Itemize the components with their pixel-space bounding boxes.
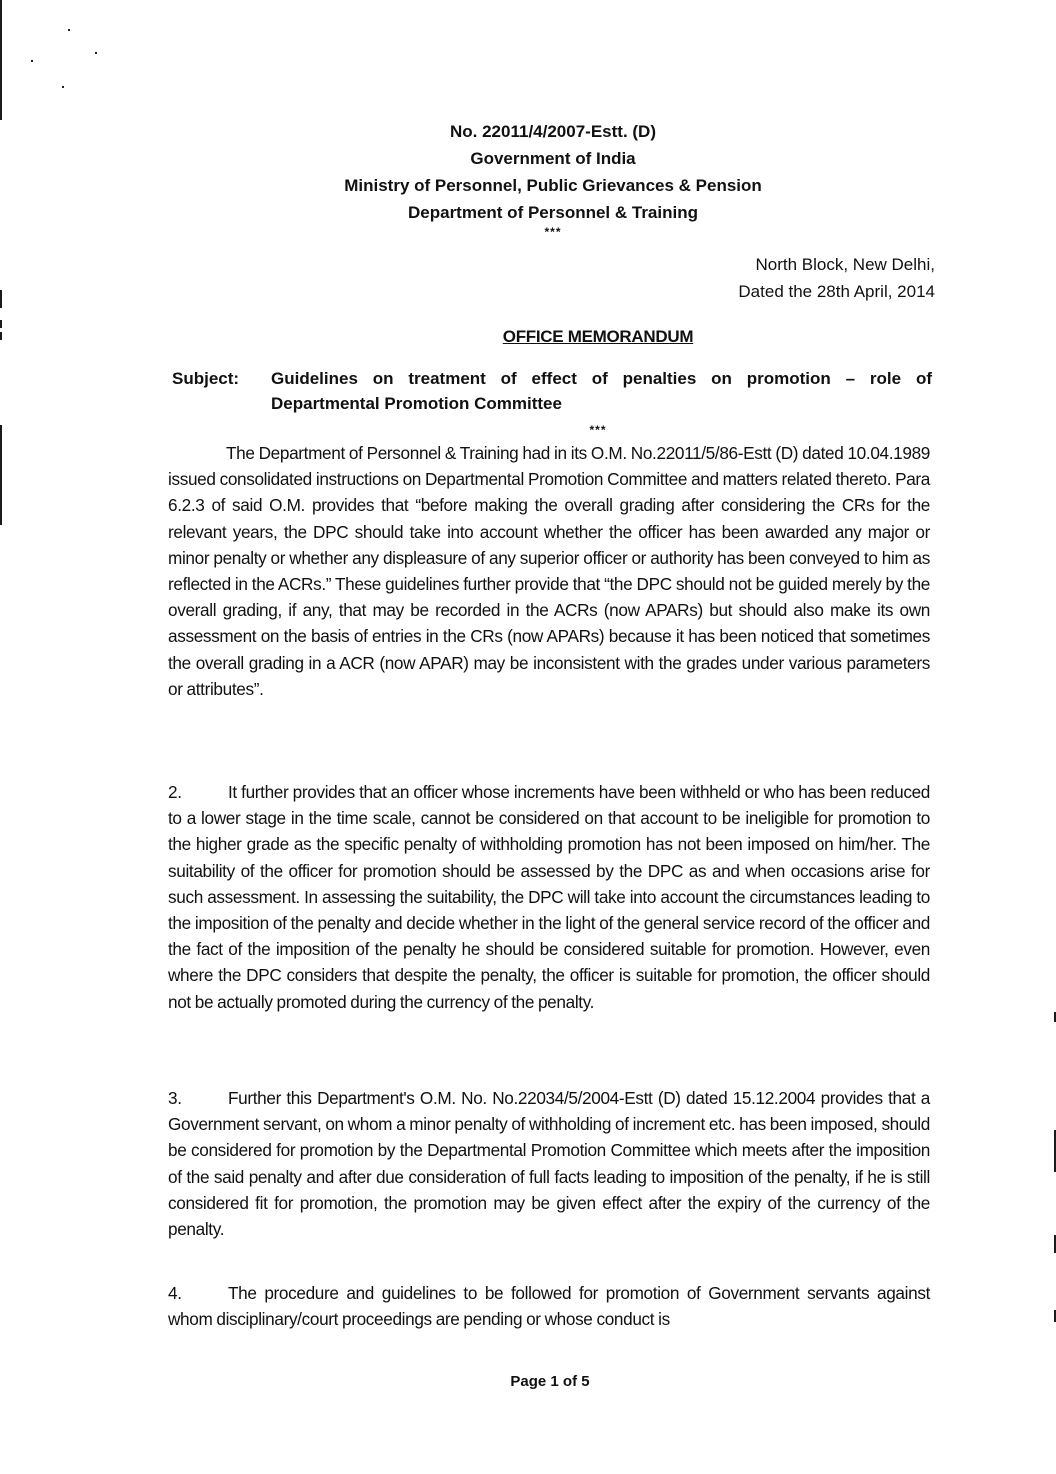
paragraph-number: 2.: [168, 782, 182, 802]
paragraph-text: The procedure and guidelines to be followed for promotion of Government servants against whom disciplinary/court proceedings are pending or whose conduct is: [168, 1283, 930, 1330]
scan-edge-line: [0, 290, 2, 308]
place-date-block: [738, 251, 935, 305]
scan-speck: [31, 60, 33, 62]
department-name: Department of Personnel & Training: [408, 203, 698, 222]
government-name: Government of India: [470, 149, 636, 168]
paragraph-number: 4.: [168, 1283, 182, 1303]
scan-edge-line: [0, 425, 2, 525]
subject-label: Subject:: [172, 369, 240, 388]
page-number: Page 1 of 5: [510, 1373, 590, 1390]
paragraph-2: [168, 779, 930, 1015]
date: Dated the 28th April, 2014: [738, 282, 935, 301]
subject-block: [172, 366, 932, 416]
scan-edge-line: [0, 0, 2, 120]
header-separator: ***: [544, 225, 562, 239]
subject-separator: ***: [589, 423, 607, 437]
paragraph-1: [168, 440, 930, 702]
paragraph-text: The Department of Personnel & Training had in its O.M. No.22011/5/86-Estt (D) dated 10.04.1989 issued consolidated instructions on Departmental Promotion Committee and matters related thereto. Para 6.2.3 of said O.M. provides that “before making the overall grading after considering the CRs for the relevant years, the DPC should take into account whether the officer has been awarded any major or minor penalty or whether any displeasure of any superior officer or authority has been conveyed to him as reflected in the ACRs.” These guidelines further provide that “the DPC should not be guided merely by the overall grading, if any, that may be recorded in the ACRs (now APARs) but should also make its own assessment on the basis of entries in the CRs (now APARs) because it has been noticed that sometimes the overall grading in a ACR (now APAR) may be inconsistent with the grades under various parameters or attributes”.: [168, 443, 930, 699]
paragraph-4: [168, 1280, 930, 1332]
paragraph-3: [168, 1085, 930, 1242]
file-number: No. 22011/4/2007-Estt. (D): [450, 122, 656, 141]
ministry-name: Ministry of Personnel, Public Grievances & Pension: [344, 176, 762, 195]
letterhead: [0, 118, 1056, 238]
paragraph-text: It further provides that an officer whose increments have been withheld or who has been reduced to a lower stage in the time scale, cannot be considered on that account to be ineligible for promotion to the higher grade as the specific penalty of withholding promotion has not been imposed on him/her. The suitability of the officer for promotion should be assessed by the DPC as and when occasions arise for such assessment. In assessing the suitability, the DPC will take into account the circumstances leading to the imposition of the penalty and decide whether in the light of the general service record of the officer and the fact of the imposition of the penalty he should be considered suitable for promotion. However, even where the DPC considers that despite the penalty, the officer is suitable for promotion, the officer should not be actually promoted during the currency of the penalty.: [168, 782, 930, 1012]
document-title: OFFICE MEMORANDUM: [502, 327, 694, 346]
place: North Block, New Delhi,: [755, 255, 935, 274]
scan-speck: [68, 29, 70, 31]
subject-text: Guidelines on treatment of effect of penalties on promotion – role of Departmental Promotion Committee: [271, 369, 932, 413]
paragraph-number: 3.: [168, 1088, 182, 1108]
scan-speck: [95, 52, 97, 54]
paragraph-text: Further this Department's O.M. No. No.22034/5/2004-Estt (D) dated 15.12.2004 provides that a Government servant, on whom a minor penalty of withholding of increment etc. has been imposed, should be considered for promotion by the Departmental Promotion Committee which meets after the imposition of the said penalty and after due consideration of full facts leading to imposition of the penalty, if he is still considered fit for promotion, the promotion may be given effect after the expiry of the currency of the penalty.: [168, 1088, 930, 1240]
scan-speck: [62, 86, 64, 88]
